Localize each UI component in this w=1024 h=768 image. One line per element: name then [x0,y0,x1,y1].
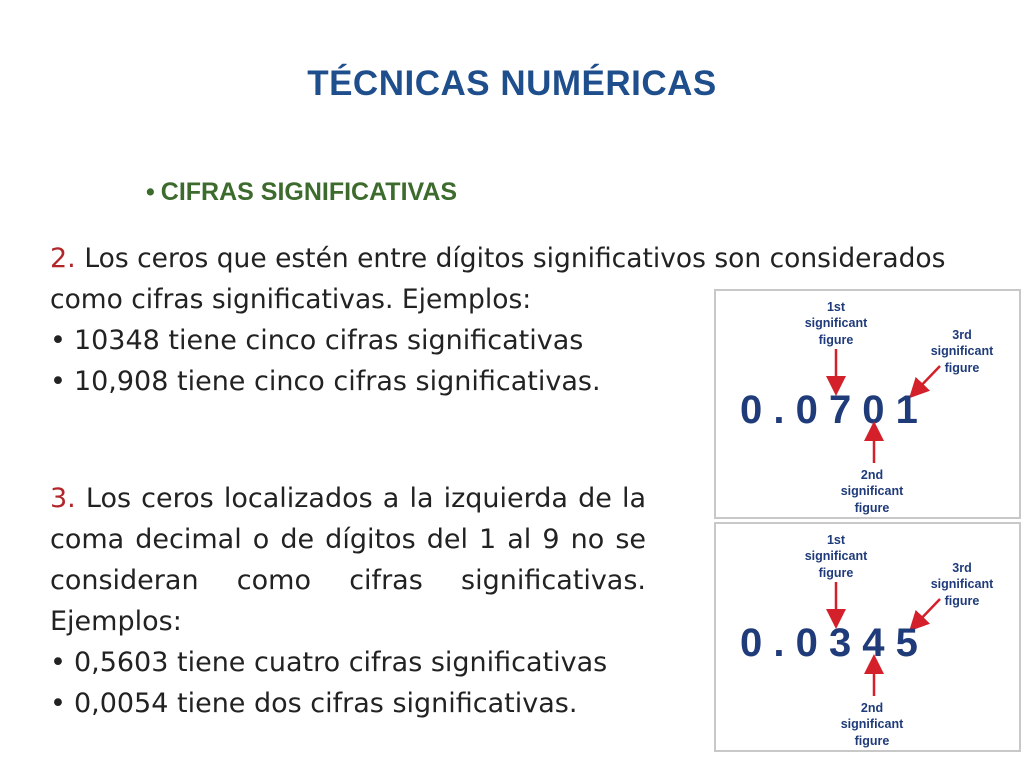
bullet-dot: • [50,688,66,719]
rule-3-block [50,478,646,724]
subtitle-text: CIFRAS SIGNIFICATIVAS [160,178,458,206]
arrow-3rd [916,366,940,391]
label-3rd-line2: significant [930,344,994,358]
section-subtitle [146,178,457,207]
label-2nd-line2: significant [840,717,904,731]
rule-2-text: Los ceros que estén entre dígitos significativos son considerados como cifras significativas. Ejemplos: [50,243,946,315]
rule-3-text: Los ceros localizados a la izquierda de la coma decimal o de dígitos del 1 al 9 no se consideran como cifras significativas. Ejemplos: [50,483,646,637]
label-2nd-line1: 2nd [860,701,884,715]
bullet-dot: • [50,366,66,397]
label-1st-line2: significant [804,316,868,330]
label-3rd-line3: figure [944,361,980,375]
rule-3-paragraph [50,478,646,642]
significant-figures-diagram-1 [714,289,1021,519]
label-3rd-line1: 3rd [952,328,972,342]
label-2nd-line2: significant [840,484,904,498]
label-1st-line1: 1st [826,533,846,547]
rule-3-example-1 [50,642,646,683]
bullet-dot: • [146,178,155,206]
bullet-dot: • [50,647,66,678]
label-1st-line1: 1st [826,300,846,314]
label-3rd-line3: figure [944,594,980,608]
label-1st-line3: figure [818,333,854,347]
number-display: 0 . 0 7 0 1 [740,388,918,432]
rule-3-example-2-text: 0,0054 tiene dos cifras significativas. [73,688,578,719]
bullet-dot: • [50,325,66,356]
rule-3-number: 3. [50,483,76,514]
rule-3-example-1-text: 0,5603 tiene cuatro cifras significativas [73,647,608,678]
label-1st-line3: figure [818,566,854,580]
rule-2-example-2-text: 10,908 tiene cinco cifras significativas. [73,366,601,397]
slide-title: TÉCNICAS NUMÉRICAS [307,64,717,103]
label-2nd-line3: figure [854,501,890,515]
rule-3-example-2 [50,683,646,724]
rule-2-number: 2. [50,243,76,274]
number-display: 0 . 0 3 4 5 [740,621,918,665]
arrow-3rd [916,599,940,624]
label-2nd-line3: figure [854,734,890,748]
label-1st-line2: significant [804,549,868,563]
rule-2-example-1-text: 10348 tiene cinco cifras significativas [73,325,584,356]
label-2nd-line1: 2nd [860,468,884,482]
label-3rd-line1: 3rd [952,561,972,575]
diagram-2-svg [716,524,1019,750]
label-3rd-line2: significant [930,577,994,591]
diagram-1-svg [716,291,1019,517]
significant-figures-diagram-2 [714,522,1021,752]
